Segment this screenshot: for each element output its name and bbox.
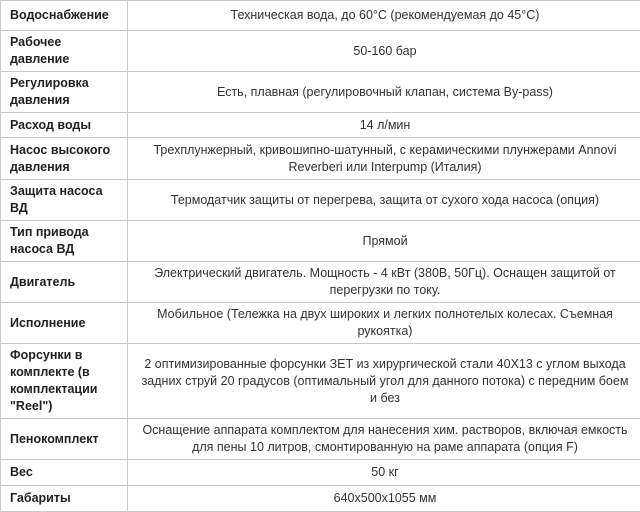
table-row bbox=[1, 31, 640, 72]
row-label: Вес bbox=[1, 460, 128, 486]
table-row bbox=[1, 486, 640, 512]
row-label: Насос высокого давления bbox=[1, 138, 128, 180]
row-value: Электрический двигатель. Мощность - 4 кВт (380В, 50Гц). Оснащен защитой от перегрузки по току. bbox=[128, 262, 640, 303]
row-value: Техническая вода, до 60°С (рекомендуемая до 45°С) bbox=[128, 1, 640, 31]
row-value: Прямой bbox=[128, 221, 640, 262]
row-value: 2 оптимизированные форсунки ЗЕТ из хирургической стали 40Х13 с углом выхода задних струй 20 градусов (оптимальный угол для данного потока) с передним боем и без bbox=[128, 344, 640, 419]
table-row bbox=[1, 221, 640, 262]
row-value: Есть, плавная (регулировочный клапан, система By-pass) bbox=[128, 72, 640, 113]
table-row bbox=[1, 72, 640, 113]
table-row bbox=[1, 460, 640, 486]
table-row bbox=[1, 138, 640, 180]
table-row bbox=[1, 262, 640, 303]
table-row bbox=[1, 180, 640, 221]
row-value: 14 л/мин bbox=[128, 113, 640, 138]
row-value: Трехплунжерный, кривошипно-шатунный, с керамическими плунжерами Annovi Reverberi или Interpump (Италия) bbox=[128, 138, 640, 180]
row-label: Тип привода насоса ВД bbox=[1, 221, 128, 262]
table-row bbox=[1, 419, 640, 460]
row-label: Расход воды bbox=[1, 113, 128, 138]
row-value: Мобильное (Тележка на двух широких и легких полнотелых колесах. Съемная рукоятка) bbox=[128, 303, 640, 344]
row-value: 50-160 бар bbox=[128, 31, 640, 72]
row-label: Регулировка давления bbox=[1, 72, 128, 113]
row-label: Рабочее давление bbox=[1, 31, 128, 72]
row-value: Термодатчик защиты от перегрева, защита от сухого хода насоса (опция) bbox=[128, 180, 640, 221]
table-row bbox=[1, 113, 640, 138]
row-value: 50 кг bbox=[128, 460, 640, 486]
row-label: Форсунки в комплекте (в комплектации "Reel") bbox=[1, 344, 128, 419]
row-label: Пенокомплект bbox=[1, 419, 128, 460]
row-label: Водоснабжение bbox=[1, 1, 128, 31]
row-value: 640х500х1055 мм bbox=[128, 486, 640, 512]
row-label: Габариты bbox=[1, 486, 128, 512]
row-label: Двигатель bbox=[1, 262, 128, 303]
row-label: Защита насоса ВД bbox=[1, 180, 128, 221]
row-label: Исполнение bbox=[1, 303, 128, 344]
table-row bbox=[1, 303, 640, 344]
table-row bbox=[1, 1, 640, 31]
table-row bbox=[1, 344, 640, 419]
row-value: Оснащение аппарата комплектом для нанесения хим. растворов, включая емкость для пены 10 литров, смонтированную на раме аппарата (опция F) bbox=[128, 419, 640, 460]
